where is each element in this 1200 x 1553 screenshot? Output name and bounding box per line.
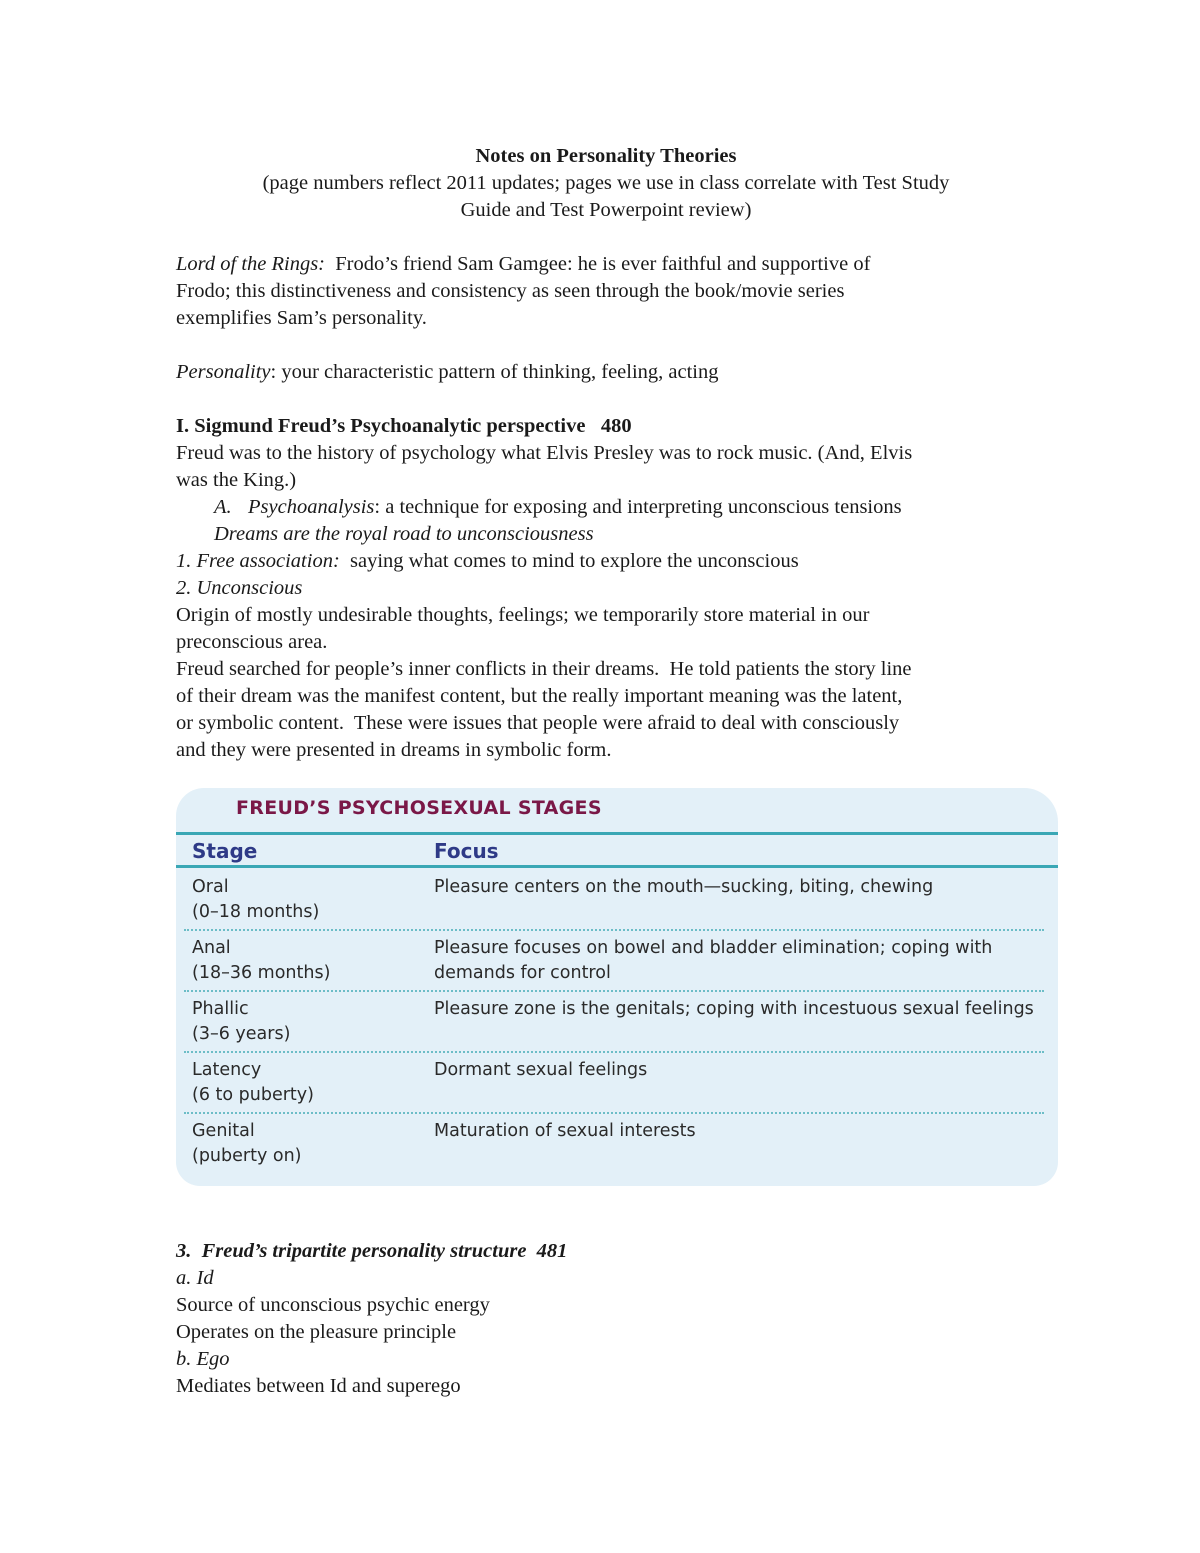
id-label: a. Id [176, 1267, 214, 1289]
psychoanalysis-text: : a technique for exposing and interpreting unconscious tensions [374, 496, 902, 518]
lotr-text: Frodo’s friend Sam Gamgee: he is ever faithful and supportive of [325, 253, 871, 275]
row-divider [184, 1051, 1044, 1053]
table-rule [176, 865, 1058, 868]
free-association-text: saying what comes to mind to explore the unconscious [339, 550, 799, 572]
psychoanalysis-item [176, 494, 1036, 521]
subtitle-line: Guide and Test Powerpoint review) [460, 199, 752, 221]
stage-age: (puberty on) [192, 1146, 302, 1166]
stage-name: Phallic [192, 999, 249, 1019]
row-divider [184, 1112, 1044, 1114]
origin-line: Origin of mostly undesirable thoughts, feelings; we temporarily store material in our [176, 604, 870, 626]
stage-age: (3–6 years) [192, 1024, 291, 1044]
document-page [176, 143, 1036, 764]
stage-focus: Maturation of sexual interests [434, 1121, 696, 1141]
item-label: A. [214, 496, 232, 518]
table-title: FREUD’S PSYCHOSEXUAL STAGES [236, 797, 602, 819]
id-description: Source of unconscious psychic energy [176, 1294, 490, 1316]
lotr-label: Lord of the Rings: [176, 253, 326, 275]
dreams-line: Dreams are the royal road to unconsciousness [214, 523, 594, 545]
document-title: Notes on Personality Theories [475, 145, 737, 167]
stage-age: (18–36 months) [192, 963, 331, 983]
table-rule [176, 832, 1058, 835]
stage-name: Anal [192, 938, 231, 958]
dream-line: and they were presented in dreams in symbolic form. [176, 739, 612, 761]
subtitle-line: (page numbers reflect 2011 updates; pages we use in class correlate with Test Study [262, 172, 950, 194]
ego-label: b. Ego [176, 1348, 230, 1370]
psychosexual-stages-table [176, 788, 1058, 1186]
dream-line: Freud searched for people’s inner conflicts in their dreams. He told patients the story line [176, 658, 912, 680]
lotr-text: exemplifies Sam’s personality. [176, 307, 427, 329]
stage-name: Oral [192, 877, 229, 897]
row-divider [184, 929, 1044, 931]
column-header-stage: Stage [192, 839, 258, 863]
stage-focus: demands for control [434, 963, 611, 983]
stage-focus: Pleasure focuses on bowel and bladder elimination; coping with [434, 938, 993, 958]
elvis-line: was the King.) [176, 469, 297, 491]
tripartite-section [176, 1238, 1036, 1400]
lotr-text: Frodo; this distinctiveness and consistency as seen through the book/movie series [176, 280, 845, 302]
lotr-paragraph [176, 251, 1036, 332]
personality-text: : your characteristic pattern of thinking, feeling, acting [270, 361, 719, 383]
psychoanalysis-term: Psychoanalysis [248, 496, 375, 518]
stage-focus: Pleasure zone is the genitals; coping with incestuous sexual feelings [434, 999, 1034, 1019]
dream-line: of their dream was the manifest content, but the really important meaning was the latent, [176, 685, 903, 707]
section-heading-freud: I. Sigmund Freud’s Psychoanalytic perspective 480 [176, 415, 632, 437]
stage-age: (0–18 months) [192, 902, 320, 922]
column-header-focus: Focus [434, 839, 499, 863]
dream-paragraph [176, 656, 1036, 764]
free-association-label: 1. Free association: [176, 550, 340, 572]
free-association-item [176, 548, 1036, 575]
dream-line: or symbolic content. These were issues that people were afraid to deal with consciously [176, 712, 900, 734]
personality-definition [176, 359, 1036, 386]
stage-name: Genital [192, 1121, 255, 1141]
section-heading-tripartite: 3. Freud’s tripartite personality structure 481 [176, 1240, 568, 1262]
origin-line: preconscious area. [176, 631, 328, 653]
elvis-line: Freud was to the history of psychology what Elvis Presley was to rock music. (And, Elvis [176, 442, 913, 464]
row-divider [184, 990, 1044, 992]
stage-focus: Pleasure centers on the mouth—sucking, biting, chewing [434, 877, 934, 897]
id-description: Operates on the pleasure principle [176, 1321, 457, 1343]
unconscious-label: 2. Unconscious [176, 577, 303, 599]
stage-focus: Dormant sexual feelings [434, 1060, 648, 1080]
ego-description: Mediates between Id and superego [176, 1375, 461, 1397]
document-subtitle [176, 170, 1036, 224]
stage-name: Latency [192, 1060, 262, 1080]
stage-age: (6 to puberty) [192, 1085, 314, 1105]
personality-term: Personality [176, 361, 271, 383]
